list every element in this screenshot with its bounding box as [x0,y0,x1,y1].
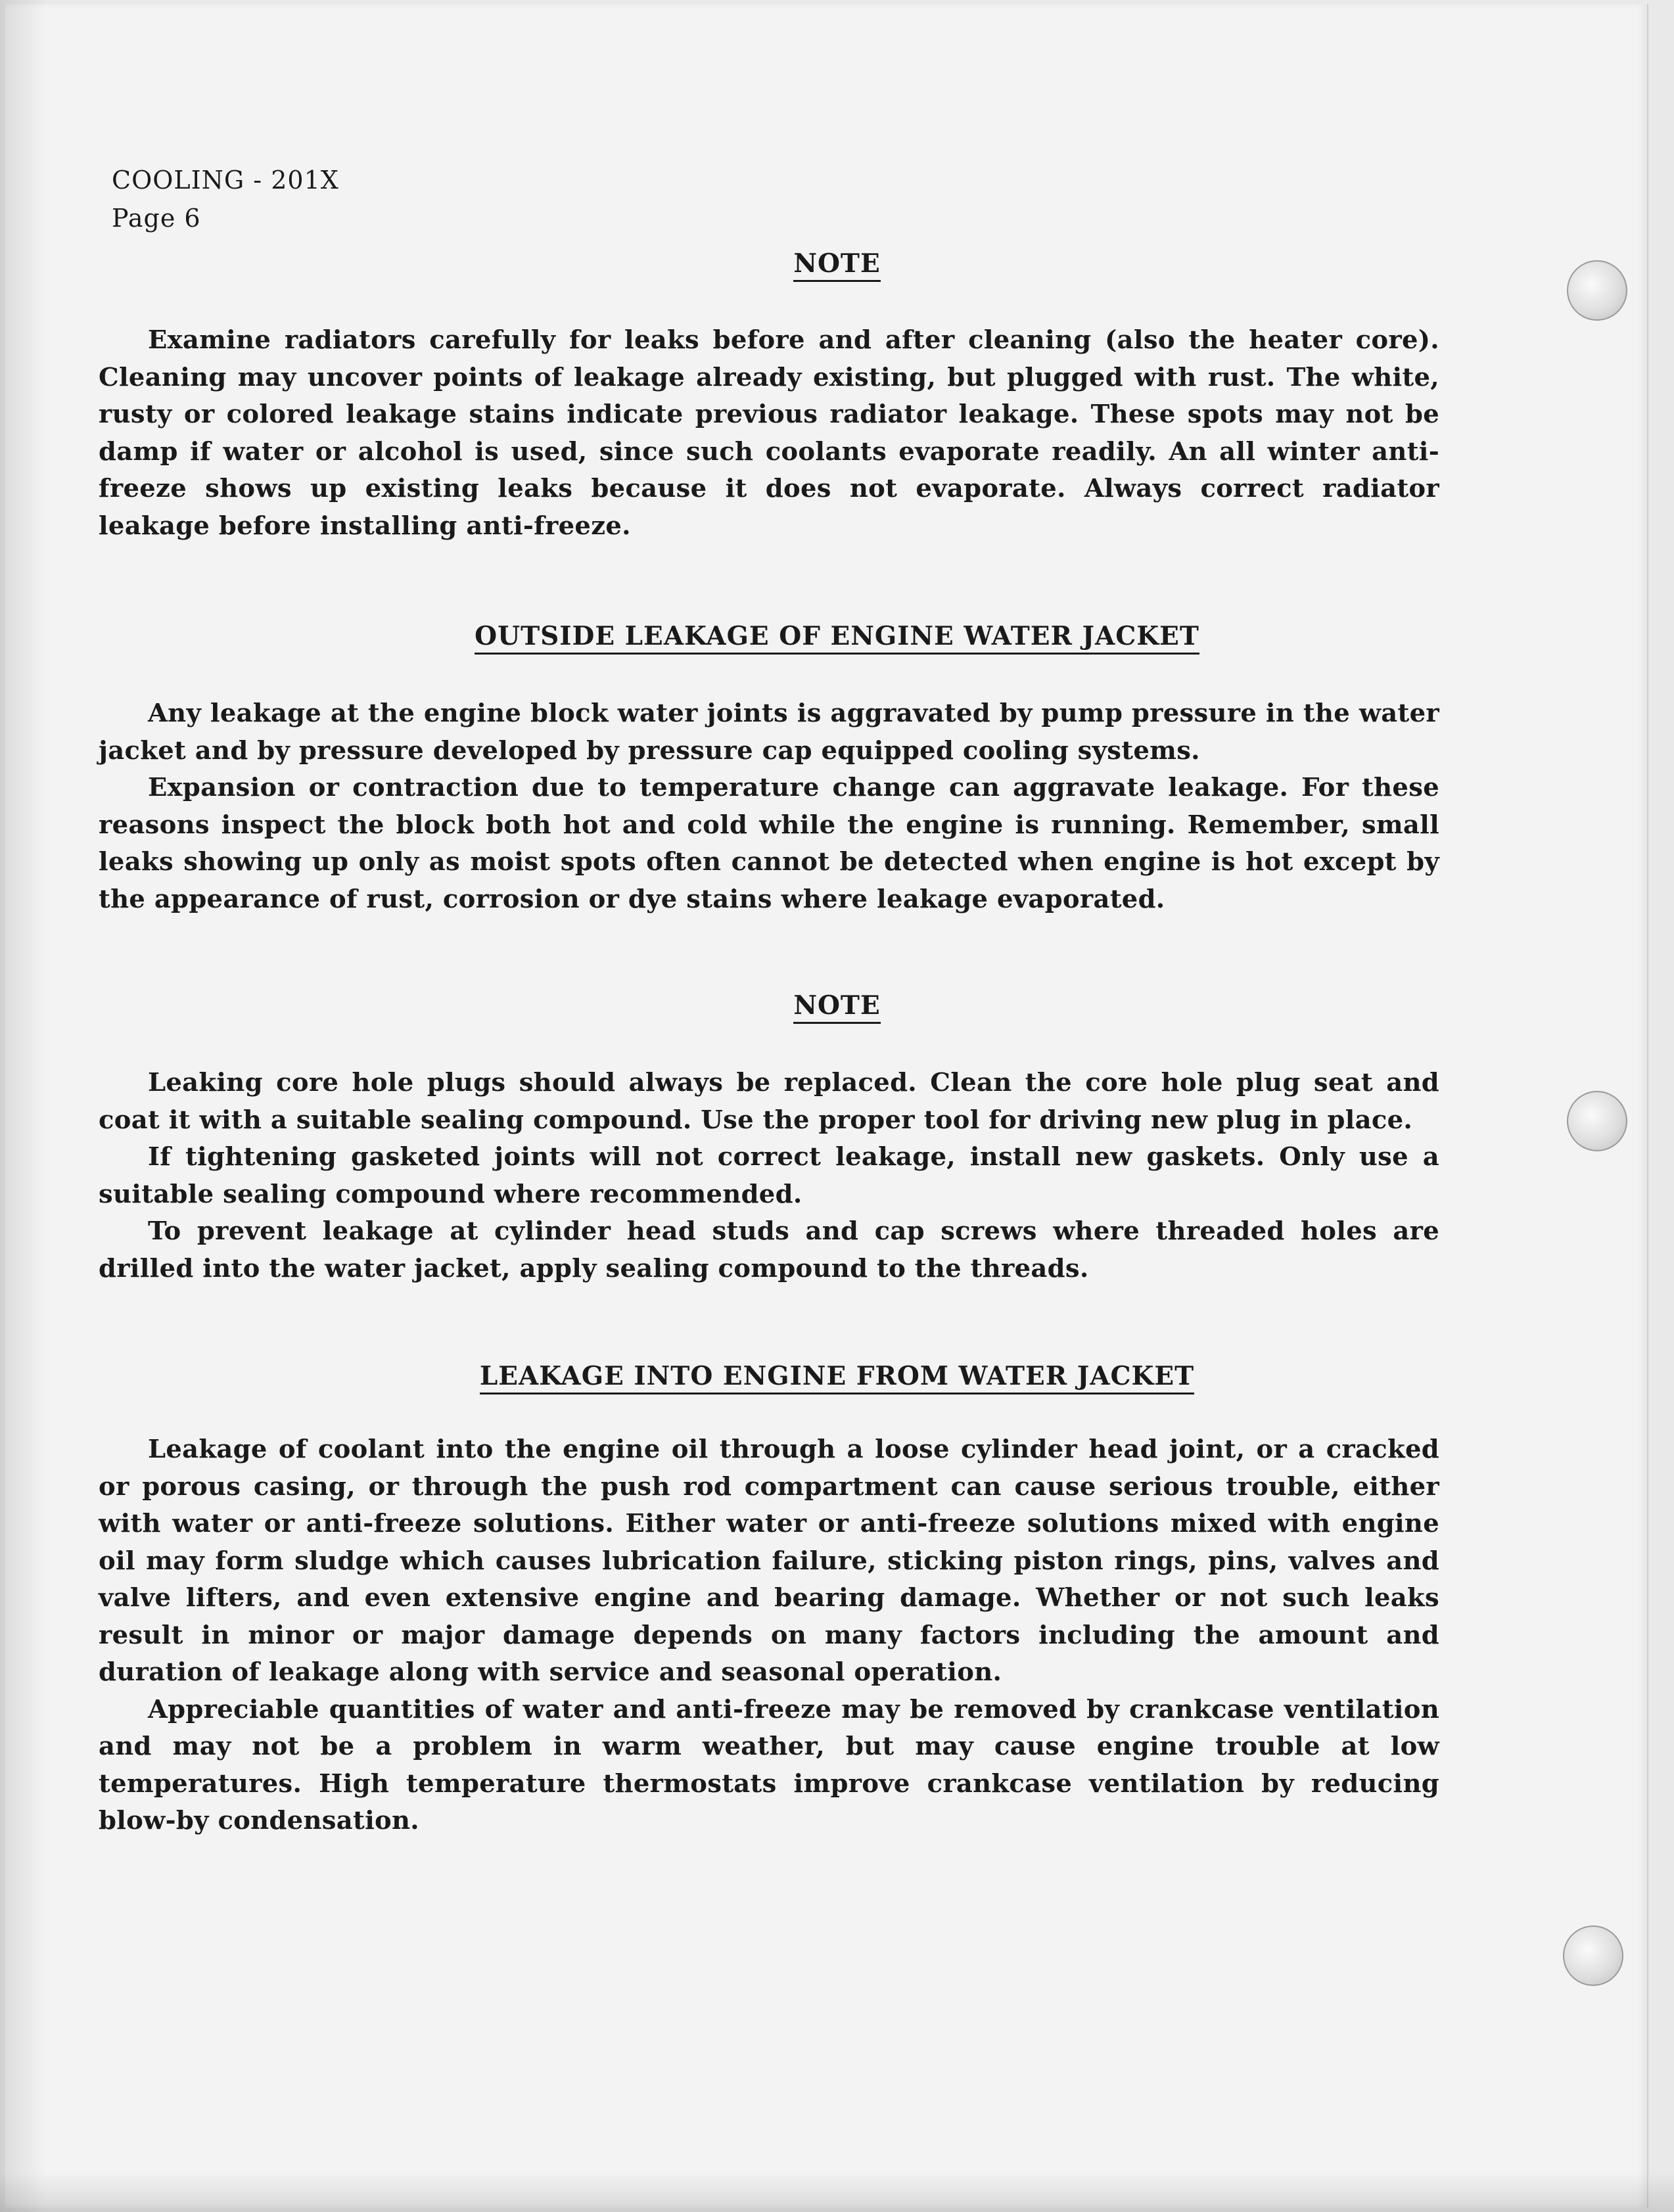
note-1-paragraph: Examine radiators carefully for leaks before and after cleaning (also the heater core). Cleaning may uncover points of leakage already existing, but plugged with rust. The white, rusty or colored leakage stains indicate previous radiator leakage. These spots may not be damp if water or alcohol is used, since such coolants evaporate readily. An all winter anti-freeze shows up existing leaks because it does not evaporate. Always correct radiator leakage before installing anti-freeze. [99,325,1439,541]
heading-outside-leakage-text: OUTSIDE LEAKAGE OF ENGINE WATER JACKET [475,621,1199,655]
outside-leakage-paragraph-2: Expansion or contraction due to temperature change can aggravate leakage. For these reasons inspect the block both hot and cold while the engine is running. Remember, small leaks showing up only as moist spots often cannot be detected when engine is hot except by the appearance of rust, corrosion or dye stains where leakage evaporated. [99,773,1439,914]
heading-note-1-text: NOTE [793,248,880,282]
note-1-body [99,322,1439,545]
leakage-into-engine-body [99,1431,1439,1840]
heading-outside-leakage [0,621,1674,651]
outside-leakage-body [99,695,1439,918]
note-2-paragraph-2: If tightening gasketed joints will not correct leakage, install new gaskets. Only use a suitable sealing compound where recommended. [99,1142,1439,1209]
section-title: COOLING - 201X [112,166,339,195]
page-number: Page 6 [112,204,201,233]
note-2-paragraph-1: Leaking core hole plugs should always be replaced. Clean the core hole plug seat and coat it with a suitable sealing compound. Use the proper tool for driving new plug in place. [99,1068,1439,1135]
punch-hole-middle [1567,1091,1627,1151]
note-2-paragraph-3: To prevent leakage at cylinder head studs and cap screws where threaded holes are drilled into the water jacket, apply sealing compound to the threads. [99,1216,1439,1283]
note-2-body [99,1065,1439,1287]
scan-bottom-shadow [0,2173,1674,2212]
heading-leakage-into-engine-text: LEAKAGE INTO ENGINE FROM WATER JACKET [480,1361,1194,1394]
page-header [112,161,339,237]
punch-hole-bottom [1563,1925,1623,1986]
heading-note-2-text: NOTE [793,990,880,1024]
heading-leakage-into-engine [0,1361,1674,1391]
heading-note-1 [0,248,1674,279]
heading-note-2 [0,990,1674,1021]
leakage-into-engine-paragraph-2: Appreciable quantities of water and anti-freeze may be removed by crankcase ventilation and may not be a problem in warm weather, but may cause engine trouble at low temperatures. High temperature thermostats improve crankcase ventilation by reducing blow-by condensation. [99,1694,1439,1835]
leakage-into-engine-paragraph-1: Leakage of coolant into the engine oil through a loose cylinder head joint, or a cracked or porous casing, or through the push rod compartment can cause serious trouble, either with water or anti-freeze solutions. Either water or anti-freeze solutions mixed with engine oil may form sludge which causes lubrication failure, sticking piston rings, pins, valves and valve lifters, and even extensive engine and bearing damage. Whether or not such leaks result in minor or major damage depends on many factors including the amount and duration of leakage along with service and seasonal operation. [99,1435,1439,1687]
scan-edge-shadow [0,0,46,2212]
outside-leakage-paragraph-1: Any leakage at the engine block water joints is aggravated by pump pressure in the water jacket and by pressure developed by pressure cap equipped cooling systems. [99,699,1439,766]
